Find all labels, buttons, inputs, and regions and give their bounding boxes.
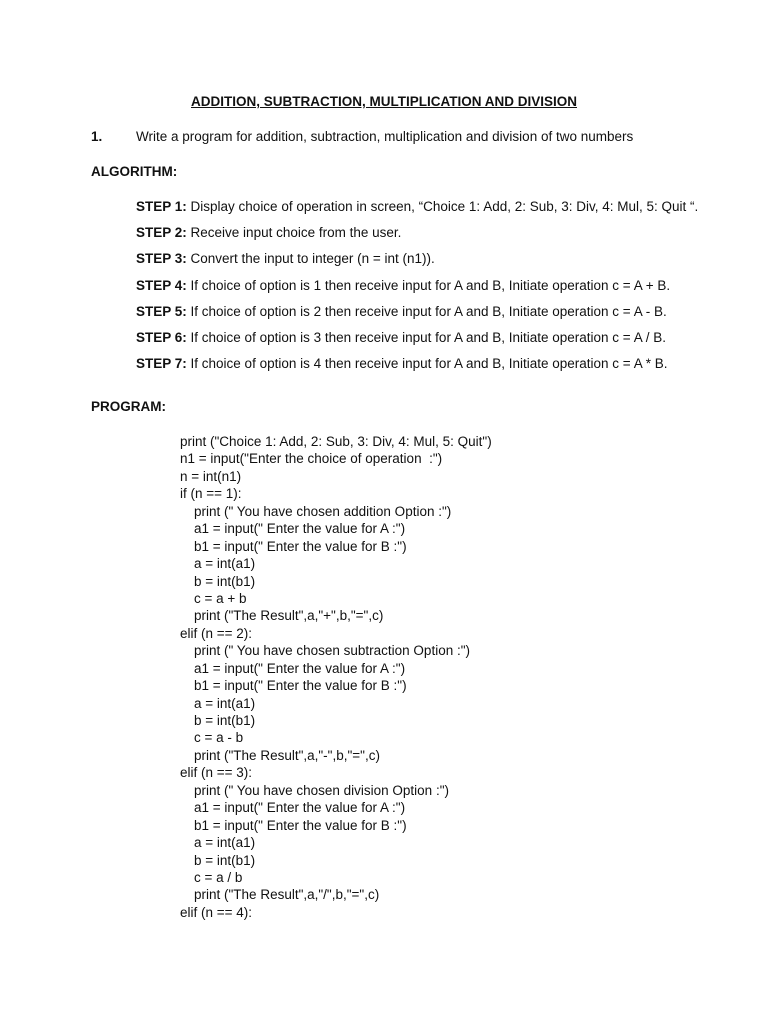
- question-number: 1.: [91, 129, 103, 144]
- algorithm-step: [136, 330, 756, 356]
- document-title: ADDITION, SUBTRACTION, MULTIPLICATION AND DIVISION: [191, 94, 577, 109]
- step-label: STEP 6:: [136, 329, 187, 345]
- algorithm-step: [136, 251, 756, 277]
- algorithm-step: [136, 304, 756, 330]
- algorithm-heading: ALGORITHM:: [91, 164, 178, 179]
- code-line: n1 = input("Enter the choice of operation :"): [180, 451, 443, 467]
- step-text: Convert the input to integer (n = int (n1)).: [186, 251, 435, 267]
- step-label: STEP 3:: [136, 251, 187, 267]
- algorithm-step: [136, 278, 756, 304]
- step-label: STEP 4:: [136, 277, 187, 293]
- code-line: print ("The Result",a,"+",b,"=",c): [194, 608, 384, 624]
- code-line: elif (n == 4):: [180, 904, 253, 920]
- code-line: a = int(a1): [194, 695, 256, 711]
- code-line: b = int(b1): [194, 573, 256, 589]
- code-line: b1 = input(" Enter the value for B :"): [194, 538, 407, 554]
- question-text: Write a program for addition, subtraction, multiplication and division of two numbers: [136, 129, 634, 144]
- code-line: print (" You have chosen addition Option :"): [194, 503, 452, 519]
- step-text: If choice of option is 3 then receive input for A and B, Initiate operation c = A / B.: [186, 329, 666, 345]
- code-line: print ("Choice 1: Add, 2: Sub, 3: Div, 4: Mul, 5: Quit"): [180, 434, 492, 449]
- step-text: If choice of option is 1 then receive input for A and B, Initiate operation c = A + B.: [186, 277, 671, 293]
- code-line: if (n == 1):: [180, 486, 242, 502]
- algorithm-step: [136, 225, 756, 251]
- code-line: print (" You have chosen subtraction Option :"): [194, 643, 470, 659]
- code-line: a1 = input(" Enter the value for A :"): [194, 521, 406, 537]
- code-line: elif (n == 2):: [180, 625, 253, 641]
- code-line: print (" You have chosen division Option :"): [194, 782, 449, 798]
- program-code: [180, 433, 740, 921]
- program-heading: PROGRAM:: [91, 399, 166, 414]
- code-line: a = int(a1): [194, 835, 256, 851]
- algorithm-step: [136, 199, 756, 225]
- code-line: elif (n == 3):: [180, 765, 253, 781]
- code-line: c = a + b: [194, 590, 247, 606]
- step-label: STEP 2:: [136, 225, 187, 241]
- step-label: STEP 5:: [136, 303, 187, 319]
- code-line: c = a - b: [194, 730, 244, 746]
- code-line: a1 = input(" Enter the value for A :"): [194, 800, 406, 816]
- code-line: b1 = input(" Enter the value for B :"): [194, 817, 407, 833]
- step-label: STEP 7:: [136, 356, 187, 372]
- step-text: If choice of option is 2 then receive input for A and B, Initiate operation c = A - B.: [186, 303, 667, 319]
- code-line: c = a / b: [194, 869, 243, 885]
- algorithm-steps: [136, 199, 756, 382]
- code-line: n = int(n1): [180, 468, 242, 484]
- step-text: If choice of option is 4 then receive input for A and B, Initiate operation c = A * B.: [186, 356, 668, 372]
- code-line: b = int(b1): [194, 713, 256, 728]
- algorithm-step: [136, 356, 756, 382]
- code-line: b1 = input(" Enter the value for B :"): [194, 678, 407, 694]
- code-line: print ("The Result",a,"-",b,"=",c): [194, 747, 380, 763]
- code-line: b = int(b1): [194, 852, 256, 868]
- code-line: a1 = input(" Enter the value for A :"): [194, 660, 406, 676]
- step-label: STEP 1:: [136, 199, 187, 214]
- code-line: print ("The Result",a,"/",b,"=",c): [194, 887, 380, 903]
- code-line: a = int(a1): [194, 556, 256, 572]
- step-text: Receive input choice from the user.: [186, 225, 402, 241]
- step-text: Display choice of operation in screen, “Choice 1: Add, 2: Sub, 3: Div, 4: Mul, 5: Quit “.: [186, 199, 699, 214]
